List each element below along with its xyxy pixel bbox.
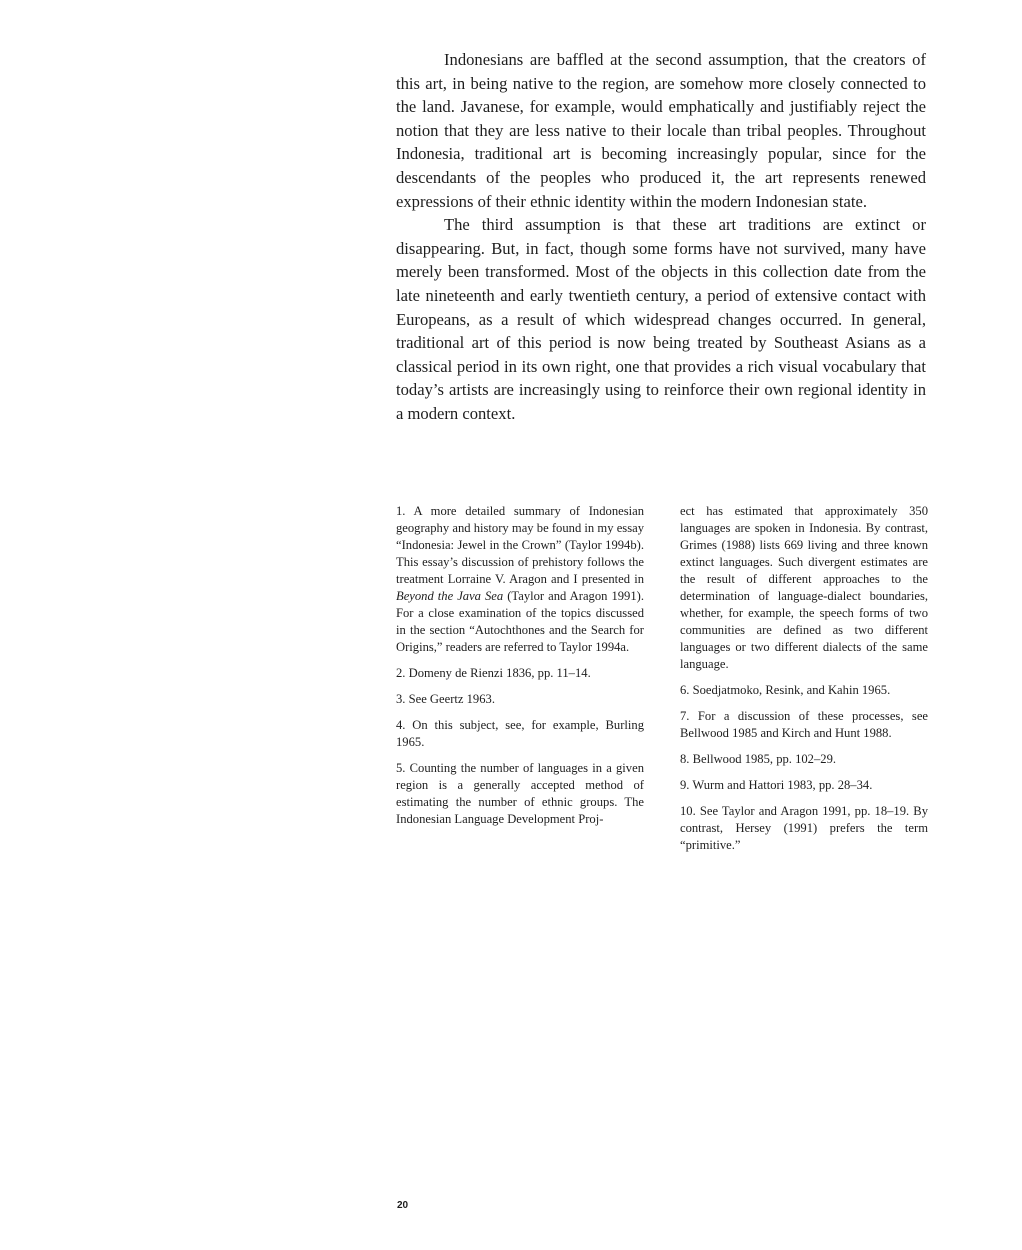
- note-5-part-1: 5. Counting the number of languages in a given region is a generally accepted method of estimating the number of ethnic groups. The Indonesian Language Development Proj-: [396, 761, 644, 826]
- note-8: 8. Bellwood 1985, pp. 102–29.: [680, 752, 837, 766]
- note-1-text-a: 1. A more detailed summary of Indonesian geography and history may be found in my essay “Indonesia: Jewel in the Crown” (Taylor 1994b). This essay’s discussion of prehistory follows the treatment Lorraine V. Aragon and I presented in: [396, 504, 644, 586]
- notes-column-right: [680, 503, 928, 863]
- body-paragraph: Indonesians are baffled at the second assumption, that the creators of this art, in being native to the region, are somehow more closely connected to the land. Javanese, for example, would emphatically and justifiably reject the notion that they are less native to their locale than tribal peoples. Throughout Indonesia, traditional art is becoming increasingly popular, since for the descendants of the peoples who produced it, the art represents renewed expressions of their ethnic identity within the modern Indonesian state.: [396, 50, 926, 211]
- page-number: 20: [397, 1200, 409, 1211]
- note-10: 10. See Taylor and Aragon 1991, pp. 18–19. By contrast, Hersey (1991) prefers the term “primitive.”: [680, 804, 928, 852]
- note-7: 7. For a discussion of these processes, see Bellwood 1985 and Kirch and Hunt 1988.: [680, 709, 928, 740]
- note-9: 9. Wurm and Hattori 1983, pp. 28–34.: [680, 778, 873, 792]
- note-6: 6. Soedjatmoko, Resink, and Kahin 1965.: [680, 683, 891, 697]
- note-4: 4. On this subject, see, for example, Burling 1965.: [396, 718, 644, 749]
- notes-column-left: [396, 503, 644, 837]
- body-text: [396, 48, 926, 426]
- note-1-text-b: (Taylor and Aragon 1991). For a close examination of the topics discussed in the section “Autochthones and the Search for Origins,” readers are referred to Taylor 1994a.: [396, 589, 644, 654]
- body-paragraph: The third assumption is that these art traditions are extinct or disappearing. But, in fact, though some forms have not survived, many have merely been transformed. Most of the objects in this collection date from the late nineteenth and early twentieth century, a period of extensive contact with Europeans, as a result of which widespread changes occurred. In general, traditional art of this period is now being treated by Southeast Asians as a classical period in its own right, one that provides a rich visual vocabulary that today’s artists are increasingly using to reinforce their own regional identity in a modern context.: [396, 215, 926, 423]
- note-5-part-2: ect has estimated that approximately 350 languages are spoken in Indonesia. By contrast, Grimes (1988) lists 669 living and three known extinct languages. Such divergent estimates are the result of different approaches to the determination of language-dialect boundaries, whether, for example, the speech forms of two communities are defined as two different languages or two different dialects of the same language.: [680, 504, 928, 671]
- note-1: [396, 503, 644, 656]
- note-3: 3. See Geertz 1963.: [396, 692, 495, 706]
- note-1-book-title: Beyond the Java Sea: [396, 589, 504, 603]
- note-2: 2. Domeny de Rienzi 1836, pp. 11–14.: [396, 666, 591, 680]
